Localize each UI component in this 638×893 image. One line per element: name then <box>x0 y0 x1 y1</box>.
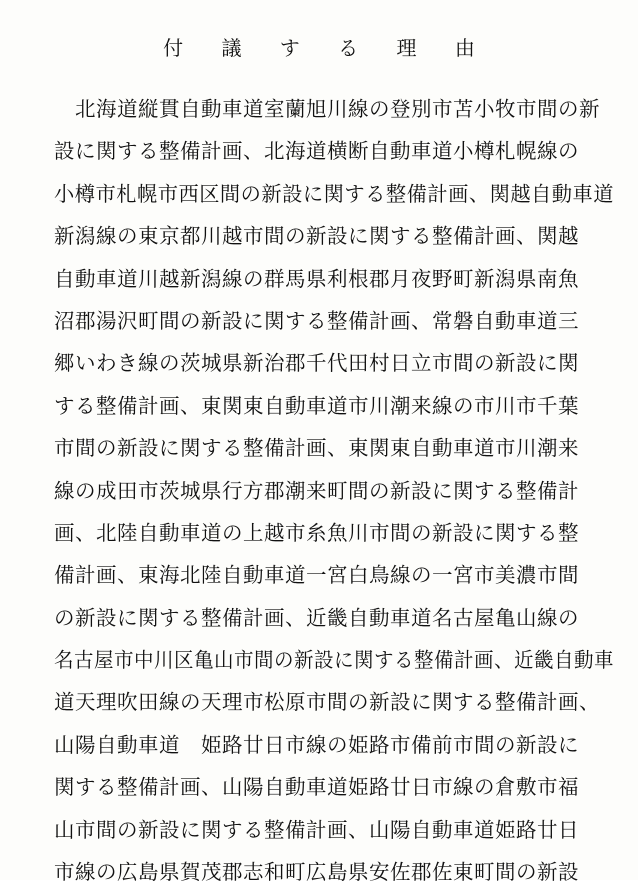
text-line: 線の成田市茨城県行方郡潮来町間の新設に関する整備計 <box>54 478 579 503</box>
text-line: 新潟線の東京都川越市間の新設に関する整備計画、関越 <box>54 224 579 249</box>
text-line: 沼郡湯沢町間の新設に関する整備計画、常磐自動車道三 <box>54 308 579 333</box>
text-line: 市線の広島県賀茂郡志和町広島県安佐郡佐東町間の新設 <box>54 860 579 885</box>
text-line: 山市間の新設に関する整備計画、山陽自動車道姫路廿日 <box>54 817 579 842</box>
text-line: 道天理吹田線の天理市松原市間の新設に関する整備計画、 <box>54 690 600 715</box>
text-line: 備計画、東海北陸自動車道一宮白鳥線の一宮市美濃市間 <box>54 563 579 588</box>
text-line: 市間の新設に関する整備計画、東関東自動車道市川潮来 <box>54 436 579 461</box>
text-line: 設に関する整備計画、北海道横断自動車道小樽札幌線の <box>54 139 579 164</box>
text-line: 自動車道川越新潟線の群馬県利根郡月夜野町新潟県南魚 <box>54 266 579 291</box>
text-line: 山陽自動車道 姫路廿日市線の姫路市備前市間の新設に <box>54 732 579 757</box>
text-line: 郷いわき線の茨城県新治郡千代田村日立市間の新設に関 <box>54 351 579 376</box>
text-line: 画、北陸自動車道の上越市糸魚川市間の新設に関する整 <box>54 520 579 545</box>
text-line: 関する整備計画、山陽自動車道姫路廿日市線の倉敷市福 <box>54 775 579 800</box>
text-line: 小樽市札幌市西区間の新設に関する整備計画、関越自動車道 <box>54 181 615 206</box>
text-line: する整備計画、東関東自動車道市川潮来線の市川市千葉 <box>54 393 579 418</box>
body-text <box>54 88 614 893</box>
document-title: 付 議 す る 理 由 <box>163 36 491 60</box>
text-line: 名古屋市中川区亀山市間の新設に関する整備計画、近畿自動車 <box>54 648 615 673</box>
text-line: 北海道縦貫自動車道室蘭旭川線の登別市苫小牧市間の新 <box>54 97 600 121</box>
text-line: の新設に関する整備計画、近畿自動車道名古屋亀山線の <box>54 605 579 630</box>
